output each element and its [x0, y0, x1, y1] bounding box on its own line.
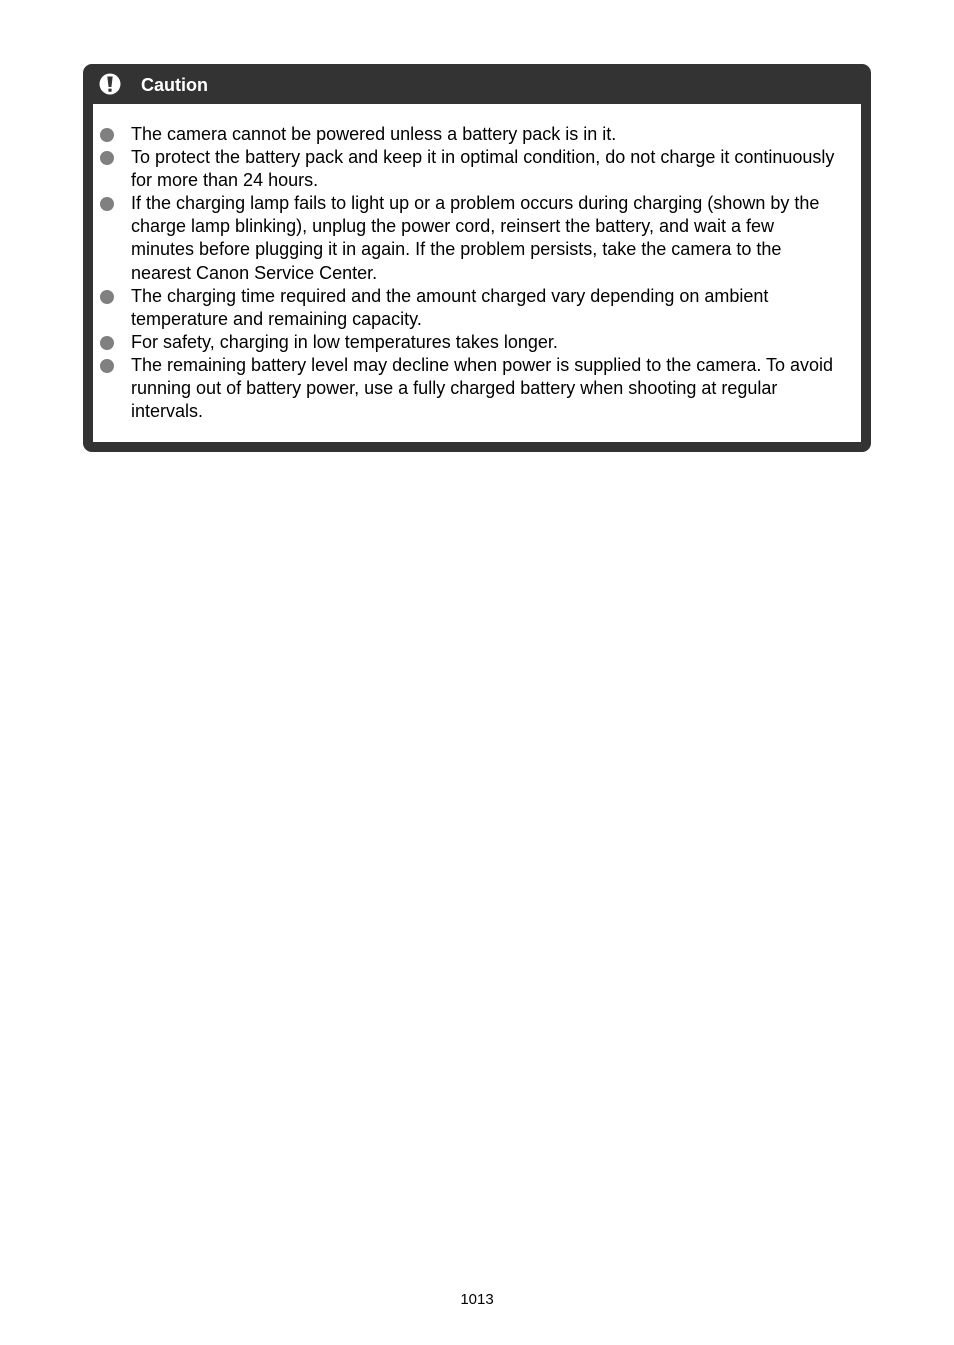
exclamation-circle-icon [99, 73, 121, 95]
list-item-text: The remaining battery level may decline when power is supplied to the camera. To avoid running out of battery power, use a fully charged battery when shooting at regular intervals. [131, 354, 834, 422]
page-number: 1013 [460, 1291, 494, 1308]
list-item [93, 331, 841, 354]
bullet-icon [100, 197, 114, 211]
list-item-text: The camera cannot be powered unless a battery pack is in it. [131, 124, 617, 144]
list-item-text: For safety, charging in low temperatures takes longer. [131, 331, 558, 352]
list-item [93, 192, 841, 284]
caution-body [93, 104, 861, 442]
list-item [93, 146, 841, 192]
bullet-icon [100, 336, 114, 350]
list-item-text: To protect the battery pack and keep it in optimal condition, do not charge it continuously for more than 24 hours. [131, 147, 835, 191]
bullet-icon [100, 128, 114, 142]
list-item-text: If the charging lamp fails to light up or a problem occurs during charging (shown by the charge lamp blinking), unplug the power cord, reinsert the battery, and wait a few minutes before plugging it in again. If the problem persists, take the camera to the nearest Canon Service Center. [131, 193, 820, 283]
list-item [93, 354, 841, 423]
list-item-text: The charging time required and the amount charged vary depending on ambient temperature and remaining capacity. [131, 285, 769, 329]
bullet-icon [100, 290, 114, 304]
bullet-icon [100, 151, 114, 165]
list-item [93, 123, 841, 146]
list-item [93, 285, 841, 331]
caution-list [93, 123, 841, 423]
caution-box [83, 64, 871, 452]
caution-header [83, 64, 871, 104]
bullet-icon [100, 359, 114, 373]
caution-title: Caution [141, 75, 208, 95]
